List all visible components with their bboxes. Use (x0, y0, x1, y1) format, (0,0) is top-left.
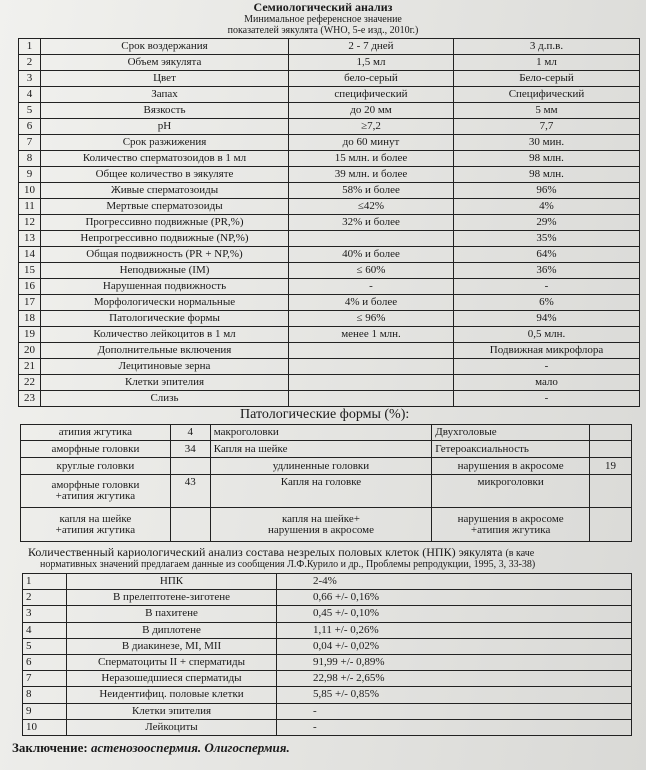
parameter-name: Количество сперматозоидов в 1 мл (41, 151, 289, 167)
reference-value (289, 359, 454, 375)
pf-cell: микроголовки (432, 475, 590, 508)
conclusion-label: Заключение: (12, 740, 88, 755)
cell-type: В пахитене (67, 606, 277, 622)
table-row (19, 375, 640, 391)
parameter-name: Неподвижные (IM) (41, 263, 289, 279)
result-value: 35% (454, 231, 640, 247)
table-row (19, 55, 640, 71)
pf-value: 43 (170, 475, 210, 508)
cell-type: Неидентифиц. половые клетки (67, 687, 277, 703)
row-number: 7 (23, 671, 67, 687)
row-number: 15 (19, 263, 41, 279)
result-value: Подвижная микрофлора (454, 343, 640, 359)
row-number: 14 (19, 247, 41, 263)
cell-value: 91,99 +/- 0,89% (277, 654, 632, 670)
table-row (23, 590, 632, 606)
reference-value: 40% и более (289, 247, 454, 263)
reference-value: ≤ 96% (289, 311, 454, 327)
cell-type: Неразошедшиеся сперматиды (67, 671, 277, 687)
cell-type: В диакинезе, MI, MII (67, 638, 277, 654)
cell-value: 0,66 +/- 0,16% (277, 590, 632, 606)
pf-cell: Двухголовые (432, 425, 590, 441)
row-number: 5 (23, 638, 67, 654)
parameter-name: Патологические формы (41, 311, 289, 327)
cell-value: - (277, 719, 632, 735)
reference-value: менее 1 млн. (289, 327, 454, 343)
reference-value: 32% и более (289, 215, 454, 231)
result-value: - (454, 279, 640, 295)
row-number: 9 (19, 167, 41, 183)
table-row (23, 638, 632, 654)
pf-value (590, 425, 632, 441)
cell-value: 5,85 +/- 0,85% (277, 687, 632, 703)
reference-value: ≤42% (289, 199, 454, 215)
pf-cell: капля на шейке+ нарушения в акросоме (210, 508, 432, 542)
pathological-forms-heading: Патологические формы (%): (240, 407, 410, 422)
reference-value: ≥7,2 (289, 119, 454, 135)
row-number: 12 (19, 215, 41, 231)
parameter-name: Срок воздержания (41, 39, 289, 55)
row-number: 16 (19, 279, 41, 295)
pf-cell: круглые головки (21, 458, 171, 475)
table-row (23, 687, 632, 703)
result-value: 6% (454, 295, 640, 311)
pf-value: 4 (170, 425, 210, 441)
result-value: 4% (454, 199, 640, 215)
row-number: 2 (23, 590, 67, 606)
cell-value: 0,45 +/- 0,10% (277, 606, 632, 622)
parameter-name: Слизь (41, 391, 289, 407)
table-row (23, 622, 632, 638)
row-number: 17 (19, 295, 41, 311)
pf-cell: капля на шейке +атипия жгутика (21, 508, 171, 542)
table-row (19, 151, 640, 167)
result-value: 98 млн. (454, 167, 640, 183)
cell-value: 22,98 +/- 2,65% (277, 671, 632, 687)
table-row (19, 231, 640, 247)
result-value: 36% (454, 263, 640, 279)
parameter-name: Лецитиновые зерна (41, 359, 289, 375)
parameter-name: Прогрессивно подвижные (PR,%) (41, 215, 289, 231)
table-row (23, 719, 632, 735)
pf-cell: Капля на головке (210, 475, 432, 508)
parameter-name: Вязкость (41, 103, 289, 119)
table-row (19, 343, 640, 359)
row-number: 3 (19, 71, 41, 87)
karyology-reference-note: нормативных значений предлагаем данные из сообщения Л.Ф.Курило и др., Проблемы репродукции, 1995, 3, 33-38) (40, 559, 536, 570)
table-row (19, 391, 640, 407)
row-number: 8 (23, 687, 67, 703)
parameter-name: Запах (41, 87, 289, 103)
row-number: 10 (19, 183, 41, 199)
table-row (19, 183, 640, 199)
table-row (23, 606, 632, 622)
parameter-name: Клетки эпителия (41, 375, 289, 391)
result-value: - (454, 391, 640, 407)
parameter-name: Цвет (41, 71, 289, 87)
table-row (19, 71, 640, 87)
row-number: 20 (19, 343, 41, 359)
karyology-heading: Количественный кариологический анализ состава незрелых половых клеток (НПК) эякулята (в каче (28, 545, 535, 559)
reference-value: специфический (289, 87, 454, 103)
conclusion (12, 741, 290, 754)
pf-value (590, 508, 632, 542)
pathological-forms-table (20, 424, 632, 542)
document-title: Семиологический анализ (253, 0, 393, 14)
reference-value (289, 375, 454, 391)
pf-value (170, 458, 210, 475)
result-value: - (454, 359, 640, 375)
parameter-name: Общая подвижность (PR + NP,%) (41, 247, 289, 263)
row-number: 19 (19, 327, 41, 343)
row-number: 22 (19, 375, 41, 391)
row-number: 5 (19, 103, 41, 119)
row-number: 9 (23, 703, 67, 719)
pf-value: 19 (590, 458, 632, 475)
cell-value: - (277, 703, 632, 719)
result-value: 1 мл (454, 55, 640, 71)
parameter-name: Количество лейкоцитов в 1 мл (41, 327, 289, 343)
row-number: 3 (23, 606, 67, 622)
result-value: 5 мм (454, 103, 640, 119)
reference-value: до 60 минут (289, 135, 454, 151)
pf-cell: аморфные головки +атипия жгутика (21, 475, 171, 508)
table-row (23, 703, 632, 719)
table-row (23, 654, 632, 670)
parameter-name: Морфологически нормальные (41, 295, 289, 311)
result-value: 64% (454, 247, 640, 263)
cell-type: НПК (67, 574, 277, 590)
table-row (19, 263, 640, 279)
reference-subtitle: Минимальное референсное значение (244, 14, 402, 25)
pf-value (590, 441, 632, 458)
cell-type: В диплотене (67, 622, 277, 638)
pf-cell: нарушения в акросоме (432, 458, 590, 475)
result-value: 30 мин. (454, 135, 640, 151)
row-number: 8 (19, 151, 41, 167)
row-number: 6 (23, 654, 67, 670)
row-number: 2 (19, 55, 41, 71)
conclusion-text: астенозооспермия. Олигоспермия. (91, 740, 290, 755)
table-row (19, 327, 640, 343)
reference-value: 58% и более (289, 183, 454, 199)
parameter-name: Нарушенная подвижность (41, 279, 289, 295)
table-row (19, 103, 640, 119)
row-number: 13 (19, 231, 41, 247)
immature-cells-table (22, 573, 632, 736)
table-row (19, 215, 640, 231)
pf-cell: Капля на шейке (210, 441, 432, 458)
reference-value: до 20 мм (289, 103, 454, 119)
table-row (23, 574, 632, 590)
reference-value: 2 - 7 дней (289, 39, 454, 55)
pf-cell: атипия жгутика (21, 425, 171, 441)
pf-value (590, 475, 632, 508)
row-number: 1 (19, 39, 41, 55)
result-value: 3 д.п.в. (454, 39, 640, 55)
result-value: Бело-серый (454, 71, 640, 87)
row-number: 11 (19, 199, 41, 215)
table-row (19, 87, 640, 103)
reference-value: бело-серый (289, 71, 454, 87)
cell-value: 1,11 +/- 0,26% (277, 622, 632, 638)
reference-value (289, 231, 454, 247)
table-row (19, 359, 640, 375)
result-value: 94% (454, 311, 640, 327)
cell-type: Клетки эпителия (67, 703, 277, 719)
parameter-name: Мертвые сперматозоиды (41, 199, 289, 215)
table-row (19, 247, 640, 263)
pf-cell: нарушения в акросоме +атипия жгутика (432, 508, 590, 542)
table-row (19, 295, 640, 311)
table-row (19, 119, 640, 135)
reference-value: 4% и более (289, 295, 454, 311)
parameter-name: Непрогрессивно подвижные (NP,%) (41, 231, 289, 247)
result-value: Специфический (454, 87, 640, 103)
parameter-name: Объем эякулята (41, 55, 289, 71)
result-value: 29% (454, 215, 640, 231)
reference-value: ≤ 60% (289, 263, 454, 279)
parameter-name: Дополнительные включения (41, 343, 289, 359)
result-value: мало (454, 375, 640, 391)
cell-type: Сперматоциты II + сперматиды (67, 654, 277, 670)
table-row (19, 167, 640, 183)
table-row (19, 39, 640, 55)
row-number: 23 (19, 391, 41, 407)
table-row (19, 311, 640, 327)
pf-cell: макроголовки (210, 425, 432, 441)
parameter-name: Общее количество в эякуляте (41, 167, 289, 183)
result-value: 7,7 (454, 119, 640, 135)
result-value: 98 млн. (454, 151, 640, 167)
reference-source: показателей эякулята (WHO, 5-е изд., 2010г.) (227, 25, 419, 36)
cell-value: 0,04 +/- 0,02% (277, 638, 632, 654)
parameter-name: Живые сперматозоиды (41, 183, 289, 199)
table-row (19, 279, 640, 295)
row-number: 10 (23, 719, 67, 735)
row-number: 6 (19, 119, 41, 135)
row-number: 4 (23, 622, 67, 638)
pf-value: 34 (170, 441, 210, 458)
reference-value: - (289, 279, 454, 295)
table-row (23, 671, 632, 687)
pf-value (170, 508, 210, 542)
cell-type: Лейкоциты (67, 719, 277, 735)
reference-value: 1,5 мл (289, 55, 454, 71)
row-number: 1 (23, 574, 67, 590)
reference-value: 39 млн. и более (289, 167, 454, 183)
row-number: 4 (19, 87, 41, 103)
semen-parameters-table (18, 38, 640, 407)
row-number: 21 (19, 359, 41, 375)
parameter-name: pH (41, 119, 289, 135)
table-row (19, 135, 640, 151)
reference-value (289, 391, 454, 407)
cell-value: 2-4% (277, 574, 632, 590)
pf-cell: аморфные головки (21, 441, 171, 458)
reference-value: 15 млн. и более (289, 151, 454, 167)
result-value: 0,5 млн. (454, 327, 640, 343)
row-number: 18 (19, 311, 41, 327)
pf-cell: удлиненные головки (210, 458, 432, 475)
cell-type: В прелептотене-зиготене (67, 590, 277, 606)
reference-value (289, 343, 454, 359)
table-row (19, 199, 640, 215)
result-value: 96% (454, 183, 640, 199)
parameter-name: Срок разжижения (41, 135, 289, 151)
pf-cell: Гетероаксиальность (432, 441, 590, 458)
row-number: 7 (19, 135, 41, 151)
